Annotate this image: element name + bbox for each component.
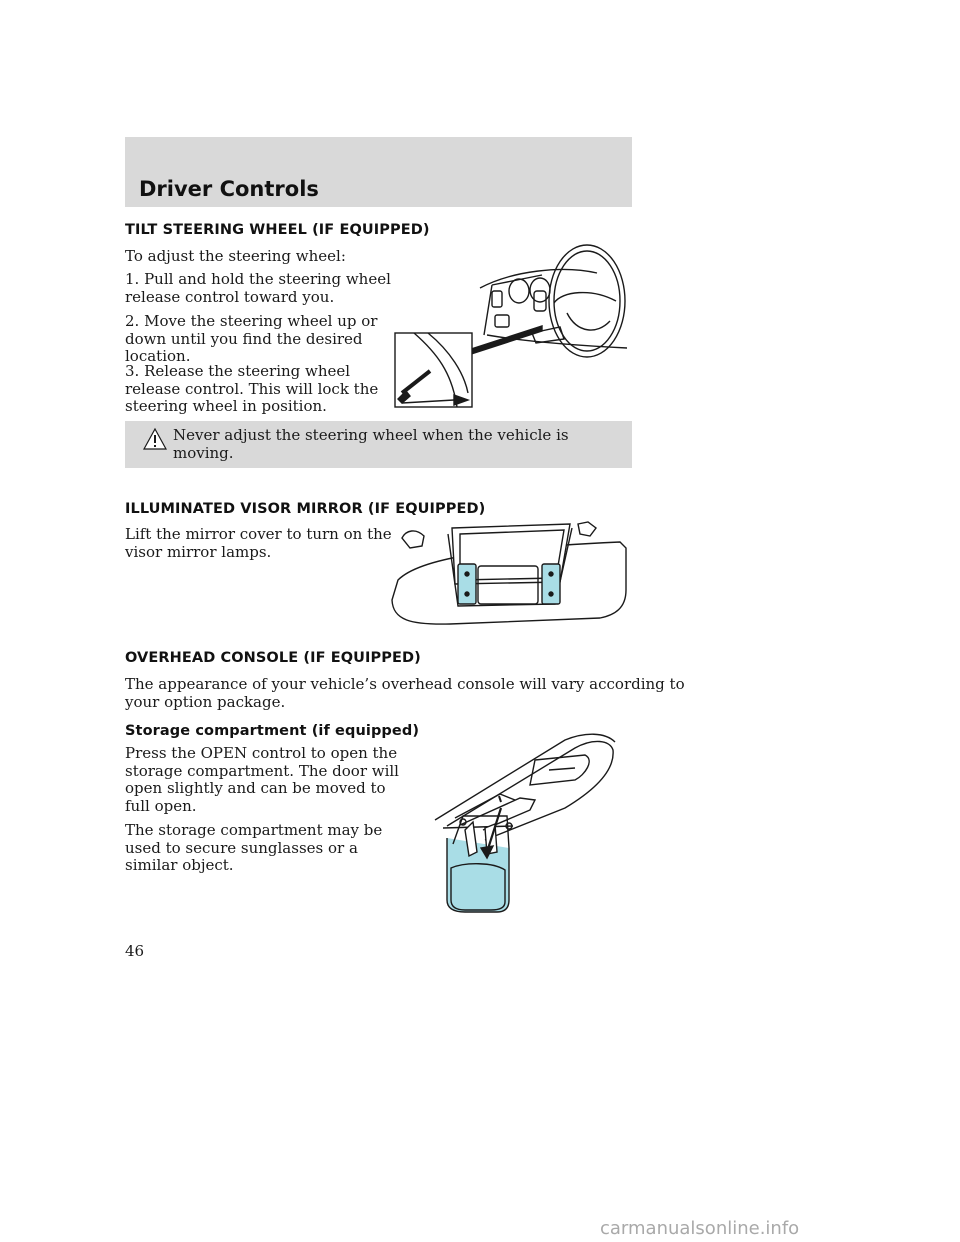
text-line: open slightly and can be moved to	[125, 779, 386, 797]
visor-mirror-illustration	[390, 520, 630, 630]
text-line: 3. Release the steering wheel	[125, 362, 351, 380]
visor-text	[125, 526, 392, 561]
overhead-console-heading: OVERHEAD CONSOLE (IF EQUIPPED)	[125, 650, 421, 666]
tilt-intro: To adjust the steering wheel:	[125, 247, 346, 265]
text-line: storage compartment. The door will	[125, 761, 399, 780]
text-line: similar object.	[125, 856, 234, 874]
storage-paragraph-1	[125, 745, 399, 815]
text-line: visor mirror lamps.	[125, 542, 272, 561]
page-number: 46	[125, 942, 145, 960]
console-intro	[125, 676, 685, 711]
text-line: Lift the mirror cover to turn on the	[125, 525, 392, 543]
warning-triangle-icon	[143, 427, 167, 451]
text-line: your option package.	[125, 692, 286, 711]
footer-watermark[interactable]: carmanualsonline.info	[600, 1218, 800, 1239]
storage-compartment-subheading: Storage compartment (if equipped)	[125, 723, 420, 739]
tilt-step-3	[125, 363, 378, 416]
chapter-title: Driver Controls	[139, 177, 319, 201]
tilt-steering-heading: TILT STEERING WHEEL (IF EQUIPPED)	[125, 222, 430, 238]
steering-wheel-illustration	[392, 243, 632, 413]
text-line: down until you find the desired	[125, 329, 363, 348]
text-line: full open.	[125, 796, 197, 815]
text-line: release control. This will lock the	[125, 379, 379, 398]
text-line: 2. Move the steering wheel up or	[125, 312, 378, 330]
tilt-step-1	[125, 271, 391, 306]
text-line: The appearance of your vehicle’s overhead console will vary according to	[125, 675, 685, 693]
storage-paragraph-2	[125, 822, 382, 875]
warning-box	[125, 421, 632, 468]
text-line: used to secure sunglasses or a	[125, 838, 358, 857]
text-line: Press the OPEN control to open the	[125, 744, 398, 762]
text-line: release control toward you.	[125, 287, 335, 306]
text-line: The storage compartment may be	[125, 821, 383, 839]
chapter-header	[125, 137, 632, 207]
text-line: steering wheel in position.	[125, 397, 327, 415]
warning-text: Never adjust the steering wheel when the vehicle is moving.	[173, 426, 569, 462]
text-line: 1. Pull and hold the steering wheel	[125, 270, 391, 288]
overhead-console-illustration	[425, 730, 630, 915]
visor-mirror-heading: ILLUMINATED VISOR MIRROR (IF EQUIPPED)	[125, 501, 486, 517]
text-line: location.	[125, 347, 191, 365]
tilt-step-2	[125, 313, 377, 366]
